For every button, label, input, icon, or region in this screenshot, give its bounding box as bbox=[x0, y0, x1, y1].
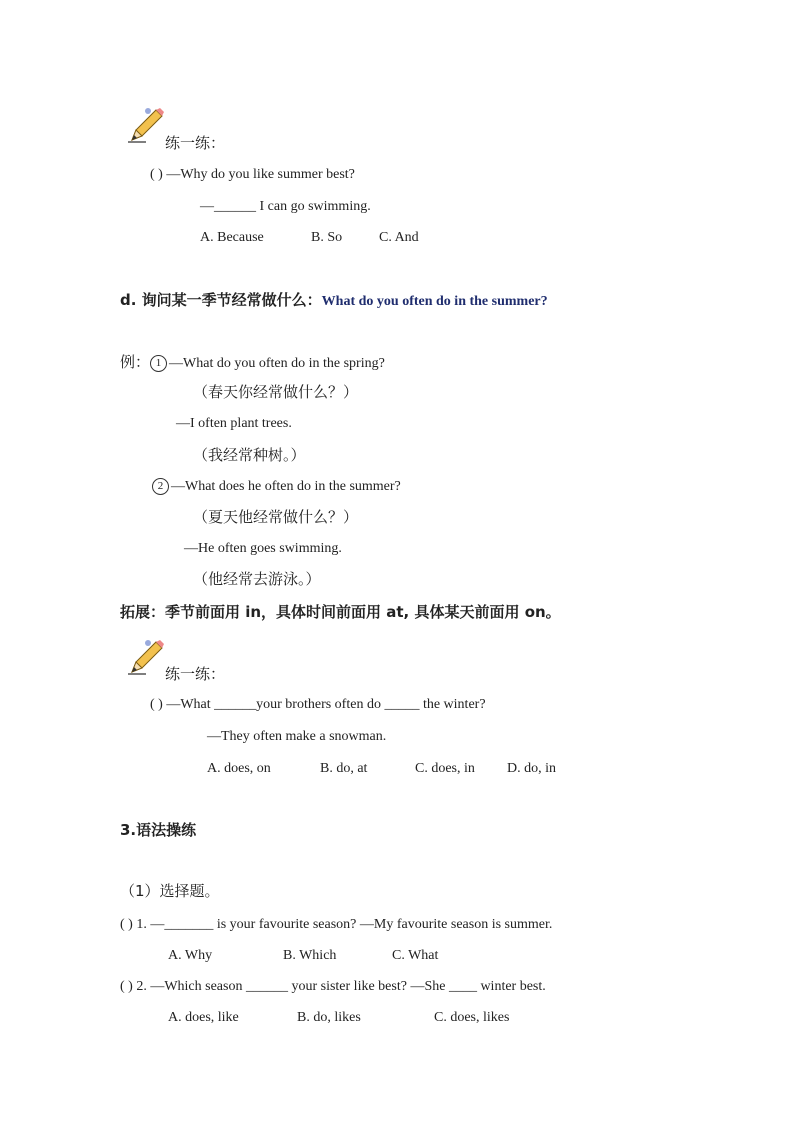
example-2-number: 2 bbox=[152, 478, 169, 495]
example-1-answer: —I often plant trees. bbox=[176, 416, 292, 431]
question-2-option-c: C. does, likes bbox=[434, 1010, 510, 1025]
example-label: 例： bbox=[120, 353, 151, 371]
section-d-heading-zh: d. 询问某一季节经常做什么： bbox=[120, 291, 322, 309]
question-1-stem: ( ) 1. —_______ is your favourite season? —My favourite season is summer. bbox=[120, 917, 553, 932]
extension-note: 拓展：季节前面用 in，具体时间前面用 at, 具体某天前面用 on。 bbox=[120, 603, 561, 621]
practice1-option-b: B. So bbox=[311, 230, 343, 245]
question-1-option-b: B. Which bbox=[283, 948, 337, 963]
section-3-subheading: （1）选择题。 bbox=[120, 882, 220, 900]
practice2-option-b: B. do, at bbox=[320, 761, 368, 776]
question-2-option-a: A. does, like bbox=[168, 1010, 239, 1025]
example-2-question: —What does he often do in the summer? bbox=[171, 479, 401, 494]
example-1-question: —What do you often do in the spring? bbox=[169, 356, 385, 371]
example-2-question-zh: （夏天他经常做什么？） bbox=[193, 508, 359, 526]
section-d-heading bbox=[120, 291, 548, 311]
practice1-option-a: A. Because bbox=[200, 230, 264, 245]
practice1-question: ( ) —Why do you like summer best? bbox=[150, 167, 355, 182]
practice2-option-a: A. does, on bbox=[207, 761, 271, 776]
section-3-heading: 3.语法操练 bbox=[120, 821, 197, 839]
question-1-option-a: A. Why bbox=[168, 948, 213, 963]
practice2-option-d: D. do, in bbox=[507, 761, 556, 776]
question-2-stem: ( ) 2. —Which season ______ your sister like best? —She ____ winter best. bbox=[120, 979, 546, 994]
question-1-option-c: C. What bbox=[392, 948, 439, 963]
practice1-option-c: C. And bbox=[379, 230, 419, 245]
example-2-row bbox=[152, 478, 401, 496]
example-2-answer-zh: （他经常去游泳。） bbox=[193, 570, 321, 588]
example-1-answer-zh: （我经常种树。） bbox=[193, 446, 306, 464]
example-2-answer: —He often goes swimming. bbox=[184, 541, 342, 556]
practice2-option-c: C. does, in bbox=[415, 761, 475, 776]
practice2-question: ( ) —What ______your brothers often do _____ the winter? bbox=[150, 697, 486, 712]
practice2-answer-line: —They often make a snowman. bbox=[207, 729, 387, 744]
example-1-question-zh: （春天你经常做什么？） bbox=[193, 383, 359, 401]
section-d-heading-en: What do you often do in the summer? bbox=[321, 294, 548, 309]
example-1-row bbox=[120, 353, 385, 373]
practice2-label: 练一练： bbox=[165, 665, 226, 683]
practice1-answer-line: —______ I can go swimming. bbox=[200, 199, 371, 214]
pencil-icon bbox=[126, 636, 166, 676]
question-2-option-b: B. do, likes bbox=[297, 1010, 361, 1025]
example-1-number: 1 bbox=[150, 355, 167, 372]
pencil-icon bbox=[126, 104, 166, 144]
practice1-label: 练一练： bbox=[165, 134, 226, 152]
